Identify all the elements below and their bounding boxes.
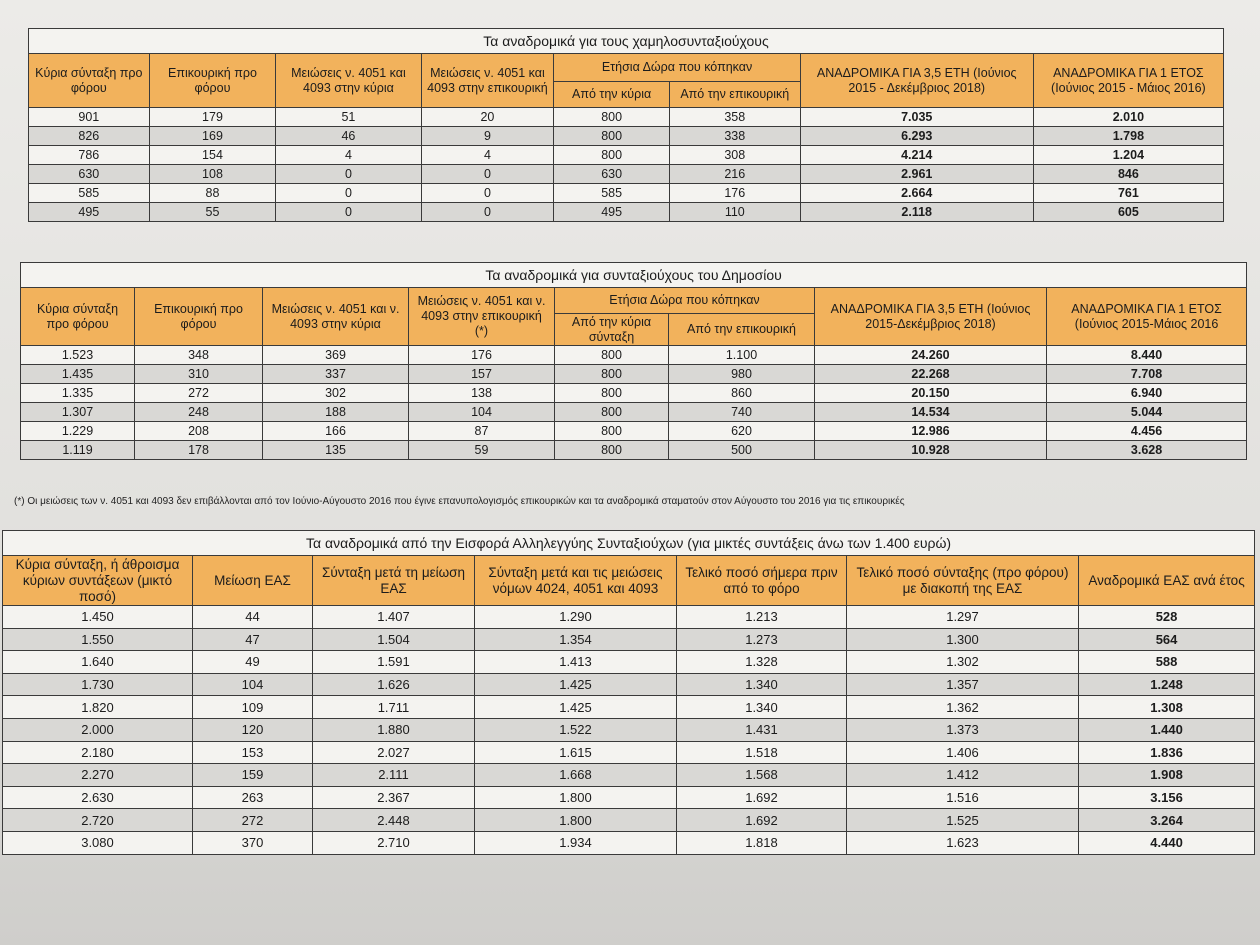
cell: 1.100 [669, 346, 815, 365]
cell: 2.448 [313, 809, 475, 832]
cell: 0 [421, 203, 554, 222]
cell: 3.156 [1079, 786, 1255, 809]
cell: 786 [29, 146, 150, 165]
cell: 800 [555, 365, 669, 384]
cell: 157 [409, 365, 555, 384]
col-header-gifts-main: Από την κύρια σύνταξη [555, 314, 669, 346]
table-row [29, 165, 1224, 184]
cell: 2.270 [3, 764, 193, 787]
col-header-after-laws: Σύνταξη μετά και τις μειώσεις νόμων 4024, 4051 και 4093 [475, 556, 677, 606]
cell: 1.431 [677, 718, 847, 741]
cell: 2.720 [3, 809, 193, 832]
cell: 135 [263, 441, 409, 460]
cell: 1.328 [677, 651, 847, 674]
table-row [21, 422, 1247, 441]
cell: 1.550 [3, 628, 193, 651]
cell: 20.150 [815, 384, 1047, 403]
cell: 302 [263, 384, 409, 403]
col-header-final-today: Τελικό ποσό σήμερα πριν από το φόρο [677, 556, 847, 606]
cell: 1.450 [3, 606, 193, 629]
table-row [3, 809, 1255, 832]
cell: 338 [669, 127, 800, 146]
cell: 358 [669, 108, 800, 127]
col-header-gifts-aux: Από την επικουρική [669, 314, 815, 346]
cell: 55 [149, 203, 276, 222]
cell: 308 [669, 146, 800, 165]
cell: 2.961 [800, 165, 1033, 184]
cell: 1.615 [475, 741, 677, 764]
table-row [29, 146, 1224, 165]
col-header-retro-35-years: ΑΝΑΔΡΟΜΙΚΑ ΓΙΑ 3,5 ΕΤΗ (Ιούνιος 2015 - Δεκέμβριος 2018) [800, 54, 1033, 108]
cell: 20 [421, 108, 554, 127]
low-pension-retro-table [28, 28, 1224, 222]
cell: 272 [135, 384, 263, 403]
cell: 2.367 [313, 786, 475, 809]
cell: 3.628 [1047, 441, 1247, 460]
col-header-cuts-main: Μειώσεις ν. 4051 και ν. 4093 στην κύρια [263, 288, 409, 346]
cell: 176 [669, 184, 800, 203]
cell: 51 [276, 108, 421, 127]
cell: 1.300 [847, 628, 1079, 651]
table-row [3, 628, 1255, 651]
cell: 1.412 [847, 764, 1079, 787]
cell: 1.626 [313, 673, 475, 696]
cell: 1.730 [3, 673, 193, 696]
cell: 800 [555, 422, 669, 441]
cell: 1.425 [475, 673, 677, 696]
cell: 110 [669, 203, 800, 222]
cell: 24.260 [815, 346, 1047, 365]
cell: 1.229 [21, 422, 135, 441]
cell: 585 [554, 184, 670, 203]
cell: 1.568 [677, 764, 847, 787]
cell: 901 [29, 108, 150, 127]
cell: 0 [421, 165, 554, 184]
col-header-eas-cut: Μείωση ΕΑΣ [193, 556, 313, 606]
cell: 1.373 [847, 718, 1079, 741]
cell: 138 [409, 384, 555, 403]
cell: 1.308 [1079, 696, 1255, 719]
cell: 585 [29, 184, 150, 203]
cell: 310 [135, 365, 263, 384]
cell: 1.668 [475, 764, 677, 787]
cell: 1.908 [1079, 764, 1255, 787]
cell: 14.534 [815, 403, 1047, 422]
cell: 9 [421, 127, 554, 146]
cell: 1.248 [1079, 673, 1255, 696]
cell: 1.340 [677, 696, 847, 719]
cell: 528 [1079, 606, 1255, 629]
cell: 8.440 [1047, 346, 1247, 365]
cell: 88 [149, 184, 276, 203]
table-title: Τα αναδρομικά από την Εισφορά Αλληλεγγύης Συνταξιούχων (για μικτές συντάξεις άνω των 1.400 ευρώ) [3, 531, 1255, 556]
footnote: (*) Οι μειώσεις των ν. 4051 και 4093 δεν επιβάλλονται από τον Ιούνιο-Αύγουστο 2016 που έγινε επανυπολογισμός επικουρικών και τα αναδρομικά σταματούν στον Αύγουστο του 2016 για τις επικουρικές [14, 496, 905, 507]
cell: 1.362 [847, 696, 1079, 719]
table-body [3, 606, 1255, 855]
cell: 188 [263, 403, 409, 422]
table-row [3, 696, 1255, 719]
col-header-main-pension: Κύρια σύνταξη, ή άθροισμα κύριων συντάξεων (μικτό ποσό) [3, 556, 193, 606]
cell: 1.302 [847, 651, 1079, 674]
cell: 605 [1033, 203, 1223, 222]
cell: 1.406 [847, 741, 1079, 764]
cell: 4.456 [1047, 422, 1247, 441]
cell: 3.264 [1079, 809, 1255, 832]
table-row [3, 786, 1255, 809]
cell: 1.504 [313, 628, 475, 651]
cell: 337 [263, 365, 409, 384]
cell: 49 [193, 651, 313, 674]
cell: 846 [1033, 165, 1223, 184]
cell: 1.440 [1079, 718, 1255, 741]
cell: 153 [193, 741, 313, 764]
table-row [21, 346, 1247, 365]
cell: 630 [29, 165, 150, 184]
cell: 7.035 [800, 108, 1033, 127]
cell: 0 [276, 184, 421, 203]
public-sector-retro-table [20, 262, 1247, 460]
cell: 630 [554, 165, 670, 184]
table-row [29, 203, 1224, 222]
table-row [3, 651, 1255, 674]
cell: 2.010 [1033, 108, 1223, 127]
cell: 980 [669, 365, 815, 384]
cell: 1.798 [1033, 127, 1223, 146]
table-row [21, 441, 1247, 460]
table-row [3, 673, 1255, 696]
cell: 208 [135, 422, 263, 441]
table-title: Τα αναδρομικά για τους χαμηλοσυνταξιούχους [29, 29, 1224, 54]
cell: 4 [276, 146, 421, 165]
cell: 1.640 [3, 651, 193, 674]
cell: 800 [554, 146, 670, 165]
col-header-retro-per-year: Αναδρομικά ΕΑΣ ανά έτος [1079, 556, 1255, 606]
cell: 1.425 [475, 696, 677, 719]
cell: 2.180 [3, 741, 193, 764]
cell: 495 [29, 203, 150, 222]
cell: 1.213 [677, 606, 847, 629]
col-header-retro-1-year: ΑΝΑΔΡΟΜΙΚΑ ΓΙΑ 1 ΕΤΟΣ (Ιούνιος 2015-Μάιος 2016 [1047, 288, 1247, 346]
cell: 800 [554, 108, 670, 127]
cell: 1.525 [847, 809, 1079, 832]
col-header-cuts-main: Μειώσεις ν. 4051 και 4093 στην κύρια [276, 54, 421, 108]
cell: 1.591 [313, 651, 475, 674]
col-header-main-pension: Κύρια σύνταξη προ φόρου [29, 54, 150, 108]
col-header-after-eas: Σύνταξη μετά τη μείωση ΕΑΣ [313, 556, 475, 606]
cell: 3.080 [3, 831, 193, 854]
cell: 87 [409, 422, 555, 441]
cell: 59 [409, 441, 555, 460]
cell: 1.518 [677, 741, 847, 764]
cell: 348 [135, 346, 263, 365]
col-header-main-pension: Κύρια σύνταξη προ φόρου [21, 288, 135, 346]
cell: 800 [554, 127, 670, 146]
cell: 169 [149, 127, 276, 146]
cell: 1.836 [1079, 741, 1255, 764]
cell: 1.800 [475, 809, 677, 832]
cell: 1.335 [21, 384, 135, 403]
cell: 800 [555, 441, 669, 460]
col-header-aux-pension: Επικουρική προ φόρου [135, 288, 263, 346]
cell: 4 [421, 146, 554, 165]
cell: 272 [193, 809, 313, 832]
col-header-gifts: Ετήσια Δώρα που κόπηκαν [555, 288, 815, 314]
cell: 1.413 [475, 651, 677, 674]
cell: 2.000 [3, 718, 193, 741]
cell: 1.435 [21, 365, 135, 384]
cell: 159 [193, 764, 313, 787]
cell: 1.800 [475, 786, 677, 809]
cell: 1.357 [847, 673, 1079, 696]
table-row [29, 108, 1224, 127]
col-header-retro-1-year: ΑΝΑΔΡΟΜΙΚΑ ΓΙΑ 1 ΕΤΟΣ (Ιούνιος 2015 - Μάιος 2016) [1033, 54, 1223, 108]
table-body [29, 108, 1224, 222]
cell: 1.692 [677, 809, 847, 832]
cell: 104 [409, 403, 555, 422]
cell: 1.340 [677, 673, 847, 696]
cell: 800 [555, 346, 669, 365]
col-header-retro-35-years: ΑΝΑΔΡΟΜΙΚΑ ΓΙΑ 3,5 ΕΤΗ (Ιούνιος 2015-Δεκέμβριος 2018) [815, 288, 1047, 346]
cell: 46 [276, 127, 421, 146]
cell: 495 [554, 203, 670, 222]
cell: 216 [669, 165, 800, 184]
cell: 4.440 [1079, 831, 1255, 854]
cell: 860 [669, 384, 815, 403]
cell: 1.204 [1033, 146, 1223, 165]
cell: 44 [193, 606, 313, 629]
table-row [3, 718, 1255, 741]
cell: 0 [276, 203, 421, 222]
cell: 154 [149, 146, 276, 165]
cell: 2.111 [313, 764, 475, 787]
cell: 22.268 [815, 365, 1047, 384]
cell: 109 [193, 696, 313, 719]
cell: 5.044 [1047, 403, 1247, 422]
cell: 1.307 [21, 403, 135, 422]
cell: 620 [669, 422, 815, 441]
cell: 564 [1079, 628, 1255, 651]
cell: 1.820 [3, 696, 193, 719]
cell: 1.711 [313, 696, 475, 719]
table-row [3, 606, 1255, 629]
cell: 2.027 [313, 741, 475, 764]
table-title: Τα αναδρομικά για συνταξιούχους του Δημοσίου [21, 263, 1247, 288]
cell: 4.214 [800, 146, 1033, 165]
cell: 263 [193, 786, 313, 809]
table-row [21, 384, 1247, 403]
cell: 500 [669, 441, 815, 460]
cell: 1.407 [313, 606, 475, 629]
cell: 740 [669, 403, 815, 422]
cell: 12.986 [815, 422, 1047, 441]
cell: 176 [409, 346, 555, 365]
cell: 588 [1079, 651, 1255, 674]
cell: 800 [555, 384, 669, 403]
cell: 0 [276, 165, 421, 184]
table-row [29, 184, 1224, 203]
cell: 248 [135, 403, 263, 422]
cell: 1.523 [21, 346, 135, 365]
cell: 10.928 [815, 441, 1047, 460]
solidarity-contribution-retro-table [2, 530, 1255, 855]
table-row [3, 764, 1255, 787]
cell: 1.297 [847, 606, 1079, 629]
cell: 104 [193, 673, 313, 696]
cell: 1.522 [475, 718, 677, 741]
col-header-cuts-aux: Μειώσεις ν. 4051 και ν. 4093 στην επικουρική (*) [409, 288, 555, 346]
col-header-cuts-aux: Μειώσεις ν. 4051 και 4093 στην επικουρική [421, 54, 554, 108]
cell: 7.708 [1047, 365, 1247, 384]
cell: 1.516 [847, 786, 1079, 809]
cell: 1.290 [475, 606, 677, 629]
cell: 47 [193, 628, 313, 651]
cell: 1.880 [313, 718, 475, 741]
cell: 2.630 [3, 786, 193, 809]
cell: 1.818 [677, 831, 847, 854]
col-header-aux-pension: Επικουρική προ φόρου [149, 54, 276, 108]
cell: 178 [135, 441, 263, 460]
table-row [3, 831, 1255, 854]
table-row [29, 127, 1224, 146]
table-row [3, 741, 1255, 764]
cell: 800 [555, 403, 669, 422]
cell: 166 [263, 422, 409, 441]
table-body [21, 346, 1247, 460]
cell: 1.273 [677, 628, 847, 651]
cell: 1.623 [847, 831, 1079, 854]
cell: 2.664 [800, 184, 1033, 203]
table-row [21, 403, 1247, 422]
col-header-gifts: Ετήσια Δώρα που κόπηκαν [554, 54, 800, 82]
cell: 1.119 [21, 441, 135, 460]
cell: 108 [149, 165, 276, 184]
cell: 2.710 [313, 831, 475, 854]
col-header-gifts-main: Από την κύρια [554, 82, 670, 108]
cell: 6.940 [1047, 384, 1247, 403]
cell: 0 [421, 184, 554, 203]
col-header-final-no-eas: Τελικό ποσό σύνταξης (προ φόρου) με διακοπή της ΕΑΣ [847, 556, 1079, 606]
cell: 1.354 [475, 628, 677, 651]
cell: 826 [29, 127, 150, 146]
cell: 120 [193, 718, 313, 741]
cell: 179 [149, 108, 276, 127]
cell: 1.934 [475, 831, 677, 854]
cell: 2.118 [800, 203, 1033, 222]
cell: 761 [1033, 184, 1223, 203]
cell: 6.293 [800, 127, 1033, 146]
cell: 1.692 [677, 786, 847, 809]
cell: 370 [193, 831, 313, 854]
col-header-gifts-aux: Από την επικουρική [669, 82, 800, 108]
table-row [21, 365, 1247, 384]
cell: 369 [263, 346, 409, 365]
